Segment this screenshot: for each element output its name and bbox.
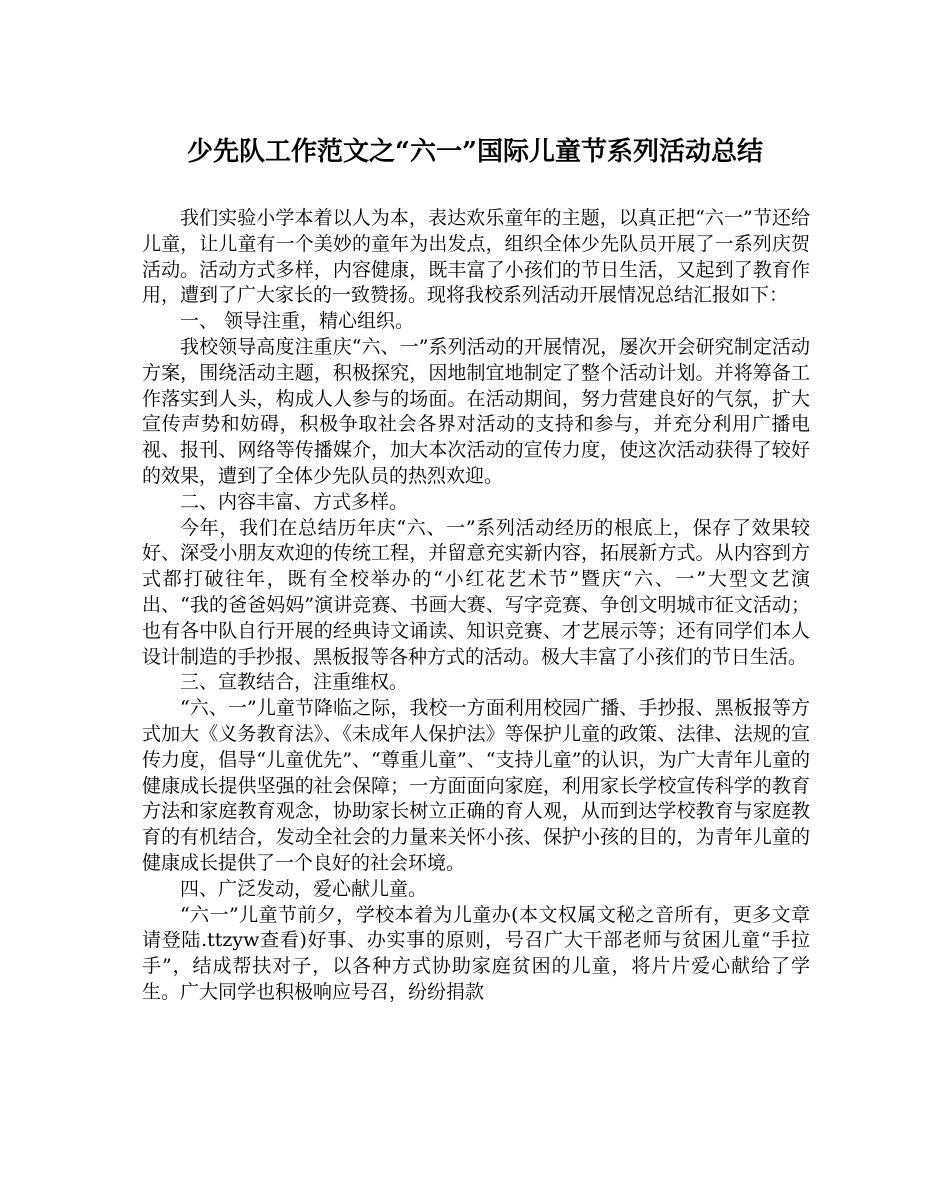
section-heading-2: 二、内容丰富、方式多样。	[180, 490, 409, 513]
paragraph-section-1: 我校领导高度注重庆“六、一”系列活动的开展情况，屡次开会研究制定活动方案，围绕活动主题，积极探究，因地制宜地制定了整个活动计划。并将筹备工作落实到人头，构成人人参与的场面。在活动期间，努力营建良好的气氛，扩大宣传声势和妨碍，积极争取社会各界对活动的支持和参与，并充分利用广播电视、报刊、网络等传播媒介，加大本次活动的宣传力度，使这次活动获得了较好的效果，遭到了全体少先队员的热烈欢迎。	[142, 335, 810, 487]
paragraph-section-4: “六一”儿童节前夕，学校本着为儿童办(本文权属文秘之音所有，更多文章请登陆.ttzyw查看)好事、办实事的原则，号召广大干部老师与贫困儿童“手拉手”，结成帮扶对子，以各种方式协助家庭贫困的儿童，将片片爱心献给了学生。广大同学也积极响应号召，纷纷捐款	[142, 903, 810, 1003]
paragraph-intro: 我们实验小学本着以人为本，表达欢乐童年的主题，以真正把“六一”节还给儿童，让儿童有一个美妙的童年为出发点，组织全体少先队员开展了一系列庆贺活动。活动方式多样，内容健康，既丰富了小孩们的节日生活，又起到了教育作用，遭到了广大家长的一致赞扬。现将我校系列活动开展情况总结汇报如下：	[142, 207, 810, 307]
section-heading-1: 一、 领导注重，精心组织。	[180, 310, 415, 333]
paragraph-section-3: “六、一”儿童节降临之际，我校一方面利用校园广播、手抄报、黑板报等方式加大《义务教育法》、《未成年人保护法》等保护儿童的政策、法律、法规的宣传力度，倡导“儿童优先”、“尊重儿童”、“支持儿童”的认识，为广大青年儿童的健康成长提供坚强的社会保障；一方面面向家庭，利用家长学校宣传科学的教育方法和家庭教育观念，协助家长树立正确的育人观，从而到达学校教育与家庭教育的有机结合，发动全社会的力量来关怀小孩、保护小孩的目的，为青年儿童的健康成长提供了一个良好的社会环境。	[142, 697, 810, 874]
document-body	[142, 206, 810, 1006]
document-title: 少先队工作范文之“六一”国际儿童节系列活动总结	[187, 137, 763, 167]
paragraph-section-2: 今年，我们在总结历年庆“六、一”系列活动经历的根底上，保存了效果较好、深受小朋友欢迎的传统工程，并留意充实新内容，拓展新方式。从内容到方式都打破往年，既有全校举办的“小红花艺术节”暨庆“六、一”大型文艺演出、“我的爸爸妈妈”演讲竞赛、书画大赛、写字竞赛、争创文明城市征文活动；也有各中队自行开展的经典诗文诵读、知识竞赛、才艺展示等；还有同学们本人设计制造的手抄报、黑板报等各种方式的活动。极大丰富了小孩们的节日生活。	[142, 516, 810, 668]
section-heading-3: 三、宣教结合，注重维权。	[180, 671, 409, 694]
section-heading-4: 四、广泛发动，爱心献儿童。	[180, 877, 428, 900]
